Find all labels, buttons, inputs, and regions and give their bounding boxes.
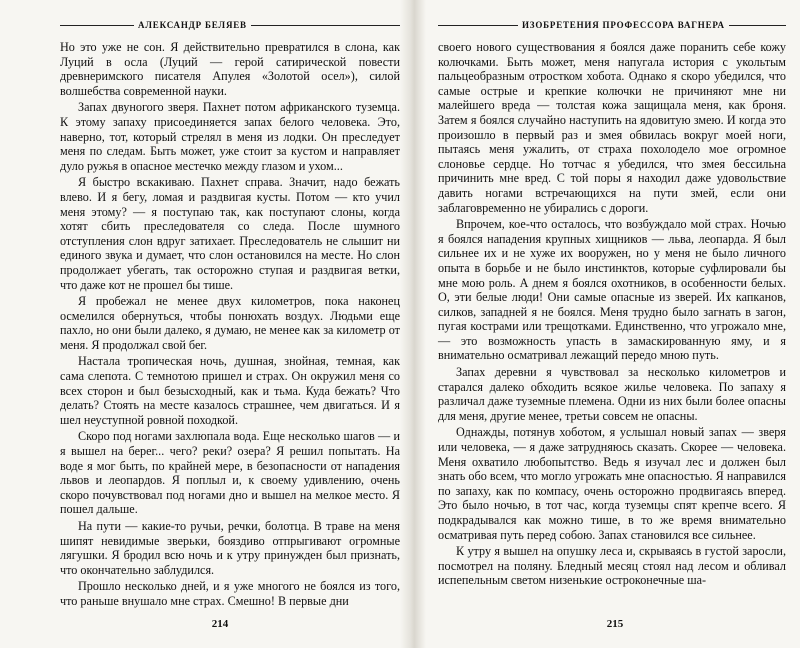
right-page-number: 215 xyxy=(606,618,624,630)
paragraph: Настала тропическая ночь, душная, знойная, темная, как сама слепота. С темнотою пришел и страх. Он окружил меня со всех сторон и был безысходный, как и тьма. Куда бежать? Что делать? Стоять на месте казалось страшнее, чем двигаться. И я шел неуступной ровной походкой. xyxy=(60,354,400,427)
right-body-text xyxy=(438,40,786,588)
right-page xyxy=(430,14,800,634)
paragraph: Впрочем, кое-что осталось, что возбуждало мой страх. Ночью я боялся нападения крупных хищников — льва, леопарда. Я был сильнее их и не хуже их вооружен, но у меня не было личного опыта в борьбе и не было инстинктов, которые суфлировали бы мне мою роль. А днем я боялся охотников, в особенности белых. О, эти белые люди! Они самые опасные из зверей. Их капканов, силков, западней я не боялся. Меня трудно было загнать в загон, пугая кострами или трещотками. Единственно, что угрожало мне, — это возможность упасть в замаскированную яму, и я внимательно осматривал лежащий передо мною путь. xyxy=(438,217,786,363)
paragraph: На пути — какие-то ручьи, речки, болотца. В траве на меня шипят невидимые зверьки, бояздиво отпрыгивают огромные лягушки. Я бродил всю ночь и к утру принужден был признать, что окончательно заблудился. xyxy=(60,519,400,577)
paragraph: Запах двуногого зверя. Пахнет потом африканского туземца. К этому запаху присоединяется запах белого человека. Это, наверно, тот, который стрелял в меня из лодки. Он преследует меня по следам. Быть может, уже стоит за кустом и направляет дуло ружья в опасное местечко между глазом и ухом... xyxy=(60,100,400,173)
header-rule xyxy=(438,25,518,26)
paragraph: К утру я вышел на опушку леса и, скрываясь в густой заросли, посмотрел на поляну. Бледный месяц стоял над лесом и обливал испепельным светом низенькие остроконечные ша- xyxy=(438,544,786,588)
left-page xyxy=(40,14,400,634)
left-running-header xyxy=(60,14,400,36)
paragraph: Прошло несколько дней, и я уже многого не боялся из того, что раньше внушало мне страх. Смешно! В первые дни xyxy=(60,579,400,608)
paragraph: Однажды, потянув хоботом, я услышал новый запах — зверя или человека, — я даже затрудняюсь сказать. Скорее — человека. Меня охватило любопытство. Ведь я изучал лес и должен был знать обо всем, что могло угрожать мне опасностью. Я направился по запаху, как по компасу, очень осторожно продвигаясь вперед. Это было ночью, в тот час, когда туземцы спят крепче всего. Я подкрадывался как можно тише, в то же время внимательно осматривая путь перед собою. Запах становился все сильнее. xyxy=(438,425,786,542)
left-header-text: АЛЕКСАНДР БЕЛЯЕВ xyxy=(138,20,247,30)
left-body-text xyxy=(60,40,400,609)
header-rule xyxy=(729,25,786,26)
paragraph: Скоро под ногами захлюпала вода. Еще несколько шагов — и я вышел на берег... чего? реки? озера? Я решил попытать. На воде я мог быть, по крайней мере, в безопасности от нападения львов и леопардов. Я поплыл и, к своему удивлению, очень скоро почувствовал под ногами дно и вышел на мелкое место. Я пошел дальше. xyxy=(60,429,400,517)
right-running-header xyxy=(438,14,786,36)
header-rule xyxy=(60,25,134,26)
paragraph: своего нового существования я боялся даже поранить себе кожу колючками. Быть может, меня напугала история с укольтым пальцеобразным отростком хобота. Однако я скоро убедился, что самые острые и крепкие колючки не причиняют мне ни малейшего вреда — толстая кожа защищала меня, как броня. Затем я боялся случайно наступить на ядовитую змею. И когда это произошло в первый раз и змея обвилась вокруг моей ноги, пытаясь меня ужалить, от страха похолодело мое огромное слоновье сердце. Но тотчас я убедился, что змея бессильна причинить мне вред. С той поры я находил даже удовольствие давить ногами встречающихся на пути змей, если они заблаговременно не убирались с дороги. xyxy=(438,40,786,215)
right-header-text: ИЗОБРЕТЕНИЯ ПРОФЕССОРА ВАГНЕРА xyxy=(522,20,725,30)
book-gutter xyxy=(400,0,426,648)
paragraph: Но это уже не сон. Я действительно превратился в слона, как Луций в осла (Луций — герой сатирической повести древнеримского писателя Апулея «Золотой осел»), силой волшебства современной науки. xyxy=(60,40,400,98)
paragraph: Я быстро вскакиваю. Пахнет справа. Значит, надо бежать влево. И я бегу, ломая и раздвигая кусты. Потом — кто учил меня этому? — я поступаю так, как поступают слоны, когда хотят сбить преследователя со следа. После шумного отступления слон вдруг затихает. Преследователь не слышит ни единого звука и думает, что слон остановился на месте. Но слон продолжает убегать, так осторожно ступая и раздвигая ветки, что даже кот не прошел бы тише. xyxy=(60,175,400,292)
paragraph: Я пробежал не менее двух километров, пока наконец осмелился обернуться, чтобы понюхать воздух. Людьми еще пахло, но они были далеко, я думаю, не менее как за километр от меня. Я продолжал свой бег. xyxy=(60,294,400,352)
left-page-number: 214 xyxy=(211,618,229,630)
header-rule xyxy=(251,25,400,26)
paragraph: Запах деревни я чувствовал за несколько километров и старался далеко обходить всякое жилье человека. По запаху я различал даже туземные племена. Одни из них были более опасны для меня, другие менее, третьи совсем не опасны. xyxy=(438,365,786,423)
